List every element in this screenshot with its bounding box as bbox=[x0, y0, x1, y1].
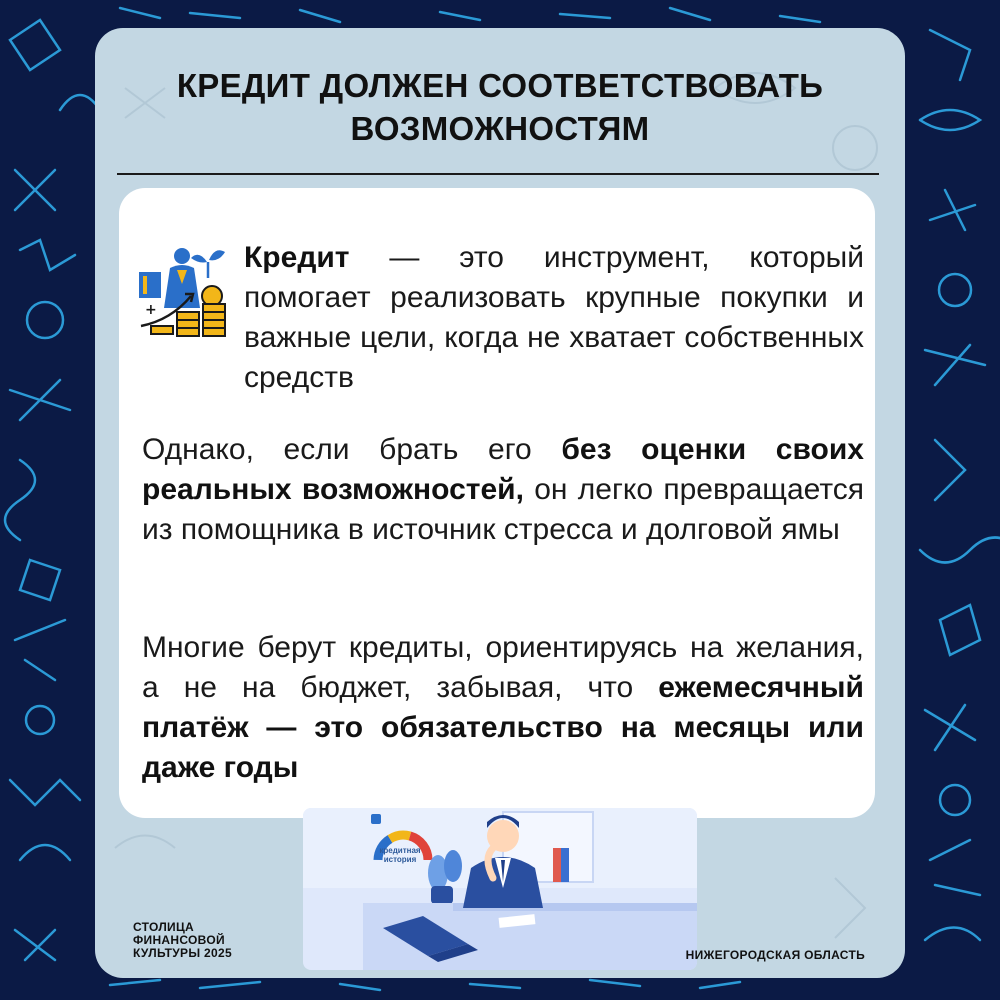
paragraph-payment-bold: ежемесячный платёж — это обязательство на месяцы или даже годы bbox=[142, 671, 864, 784]
svg-text:+: + bbox=[145, 302, 157, 318]
content-panel bbox=[95, 28, 905, 978]
paragraph-payment bbox=[142, 628, 864, 788]
paragraph-payment-text: Многие берут кредиты, ориентируясь на желания, а не на бюджет, забывая, что bbox=[142, 631, 864, 704]
office-illustration bbox=[303, 808, 697, 970]
gauge-label-line-2: история bbox=[383, 855, 417, 864]
credit-history-gauge-label bbox=[375, 846, 425, 864]
paragraph-warning-text-before: Однако, если брать его bbox=[142, 433, 562, 466]
paragraph-definition-bold: Кредит bbox=[244, 241, 350, 274]
title-line-2: ВОЗМОЖНОСТЯМ bbox=[350, 110, 650, 147]
brand-line-1: СТОЛИЦА bbox=[133, 920, 195, 934]
title-line-1: КРЕДИТ ДОЛЖЕН СООТВЕТСТВОВАТЬ bbox=[176, 67, 824, 104]
paragraph-warning bbox=[142, 430, 864, 550]
office-scene-image bbox=[303, 808, 697, 970]
paragraph-definition-text: — это инструмент, который помогает реализовать крупные покупки и важные цели, когда не хватает собственных средств bbox=[244, 241, 864, 394]
paragraph-warning-bold: без оценки своих реальных возможностей, bbox=[142, 433, 864, 506]
region-label: НИЖЕГОРОДСКАЯ ОБЛАСТЬ bbox=[685, 948, 865, 962]
brand-badge bbox=[133, 921, 232, 960]
brand-line-2: ФИНАНСОВОЙ bbox=[133, 933, 225, 947]
title-divider bbox=[117, 173, 879, 175]
gauge-label-line-1: кредитная bbox=[379, 846, 421, 855]
paragraph-definition bbox=[244, 238, 864, 398]
brand-line-3: КУЛЬТУРЫ 2025 bbox=[133, 946, 232, 960]
paragraph-warning-text-after: он легко превращается из помощника в источник стресса и долговой ямы bbox=[142, 473, 864, 546]
page-title bbox=[115, 64, 885, 150]
info-card bbox=[119, 188, 875, 818]
investment-growth-icon bbox=[137, 242, 229, 342]
